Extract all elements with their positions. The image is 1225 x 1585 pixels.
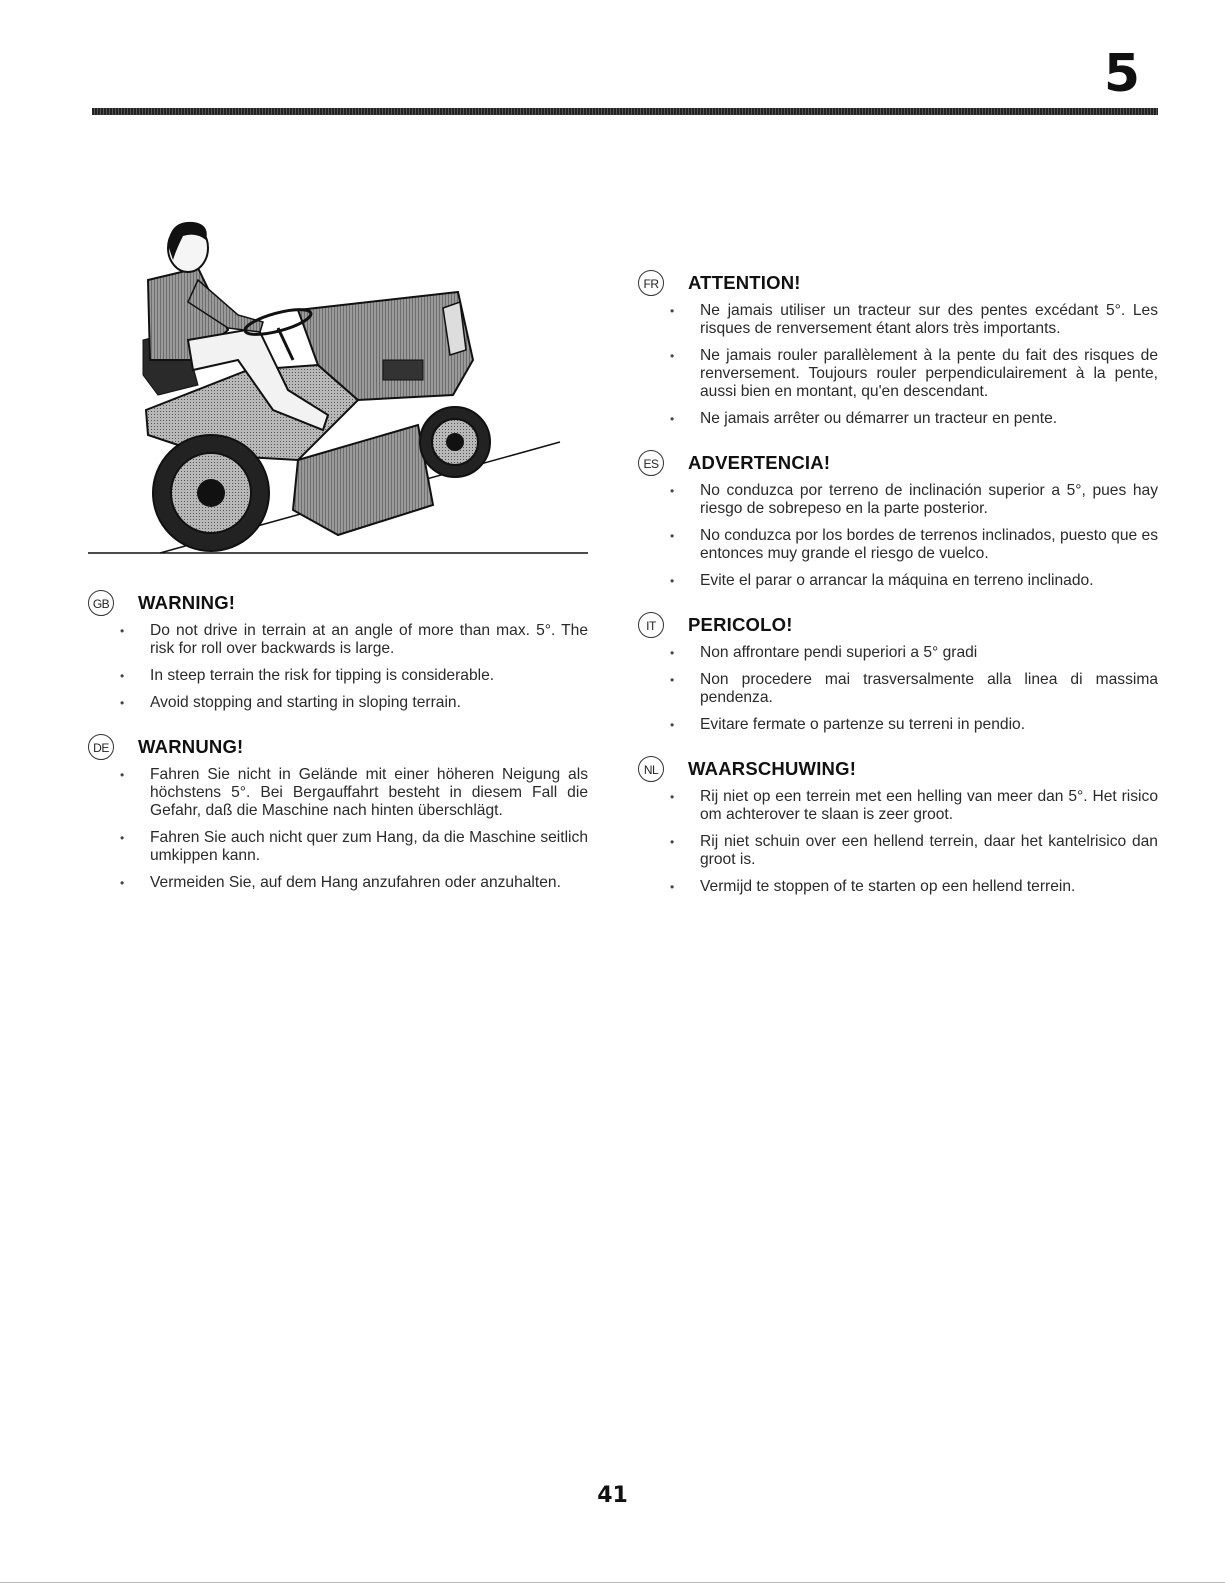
bullet-icon: • [670, 718, 675, 732]
warning-section-es [638, 448, 1158, 590]
warning-section-nl [638, 754, 1158, 896]
section-title: PERICOLO! [688, 614, 793, 635]
bullet-icon: • [120, 669, 125, 683]
list-item: • Ne jamais utiliser un tracteur sur des pentes excédant 5°. Les risques de renversement étant alors très importants. [670, 302, 1158, 337]
bullet-icon: • [120, 624, 125, 638]
lang-badge-icon: GB [88, 590, 114, 616]
lang-badge-icon: NL [638, 756, 664, 782]
list-item: • Vermeiden Sie, auf dem Hang anzufahren oder anzuhalten. [120, 874, 561, 891]
lang-badge-icon: FR [638, 270, 664, 296]
bullet-icon: • [670, 880, 675, 894]
bullet-icon: • [120, 876, 125, 890]
chapter-number: 5 [1103, 44, 1140, 104]
lang-badge-icon: DE [88, 734, 114, 760]
list-item: • Non procedere mai trasversalmente alla linea di massima pendenza. [670, 671, 1158, 706]
lang-badge-icon: ES [638, 450, 664, 476]
list-item: • Evitare fermate o partenze su terreni in pendio. [670, 716, 1026, 733]
bullet-icon: • [670, 574, 675, 588]
list-item: • Evite el parar o arrancar la máquina en terreno inclinado. [670, 572, 1094, 589]
page-number: 41 [597, 1483, 628, 1508]
bullet-icon: • [670, 304, 675, 318]
list-item: • Rij niet schuin over een hellend terrein, daar het kantelrisico dan groot is. [670, 833, 1158, 868]
bullet-icon: • [670, 790, 675, 804]
header-rule [92, 108, 1158, 115]
bullet-icon: • [120, 696, 125, 710]
bullet-icon: • [120, 831, 125, 845]
lang-badge-icon: IT [638, 612, 664, 638]
list-item: • No conduzca por los bordes de terrenos inclinados, puesto que es entonces muy grande el riesgo de vuelco. [670, 527, 1158, 562]
warning-section-de [88, 732, 588, 892]
list-item: • In steep terrain the risk for tipping is considerable. [120, 667, 495, 684]
section-title: WARNUNG! [138, 736, 244, 757]
section-title: WARNING! [138, 592, 236, 613]
bullet-icon: • [670, 673, 675, 687]
warning-section-gb [88, 588, 588, 712]
right-column [638, 268, 1158, 916]
bullet-icon: • [670, 412, 675, 426]
ride-on-mower-on-slope-icon [88, 210, 596, 565]
bullet-icon: • [670, 835, 675, 849]
list-item: • No conduzca por terreno de inclinación superior a 5°, pues hay riesgo de sobrepeso en la parte posterior. [670, 482, 1158, 517]
warning-section-fr [638, 268, 1158, 428]
bullet-icon: • [670, 349, 675, 363]
list-item: • Vermijd te stoppen of te starten op een hellend terrein. [670, 878, 1076, 895]
list-item: • Non affrontare pendi superiori a 5° gradi [670, 644, 978, 661]
section-title: WAARSCHUWING! [688, 758, 857, 779]
list-item: • Rij niet op een terrein met een helling van meer dan 5°. Het risico om achterover te slaan is zeer groot. [670, 788, 1158, 823]
list-item: • Do not drive in terrain at an angle of more than max. 5°. The risk for roll over backwards is large. [120, 622, 588, 657]
list-item: • Ne jamais rouler parallèlement à la pente du fait des risques de renversement. Toujours rouler perpendiculairement à la pente, aussi bien en montant, qu'en descendant. [670, 347, 1158, 400]
bullet-icon: • [670, 529, 675, 543]
left-column [88, 588, 588, 912]
bullet-icon: • [120, 768, 125, 782]
footer-rule [0, 1582, 1225, 1583]
warning-section-it [638, 610, 1158, 734]
list-item: • Fahren Sie auch nicht quer zum Hang, da die Maschine seitlich umkippen kann. [120, 829, 588, 864]
list-item: • Ne jamais arrêter ou démarrer un tracteur en pente. [670, 410, 1058, 427]
section-title: ADVERTENCIA! [688, 452, 831, 473]
bullet-icon: • [670, 484, 675, 498]
list-item: • Avoid stopping and starting in sloping terrain. [120, 694, 461, 711]
section-title: ATTENTION! [688, 272, 801, 293]
bullet-icon: • [670, 646, 675, 660]
list-item: • Fahren Sie nicht in Gelände mit einer höheren Neigung als höchstens 5°. Bei Bergauffahrt besteht in diesem Fall die Gefahr, daß die Maschine nach hinten überschlägt. [120, 766, 588, 819]
